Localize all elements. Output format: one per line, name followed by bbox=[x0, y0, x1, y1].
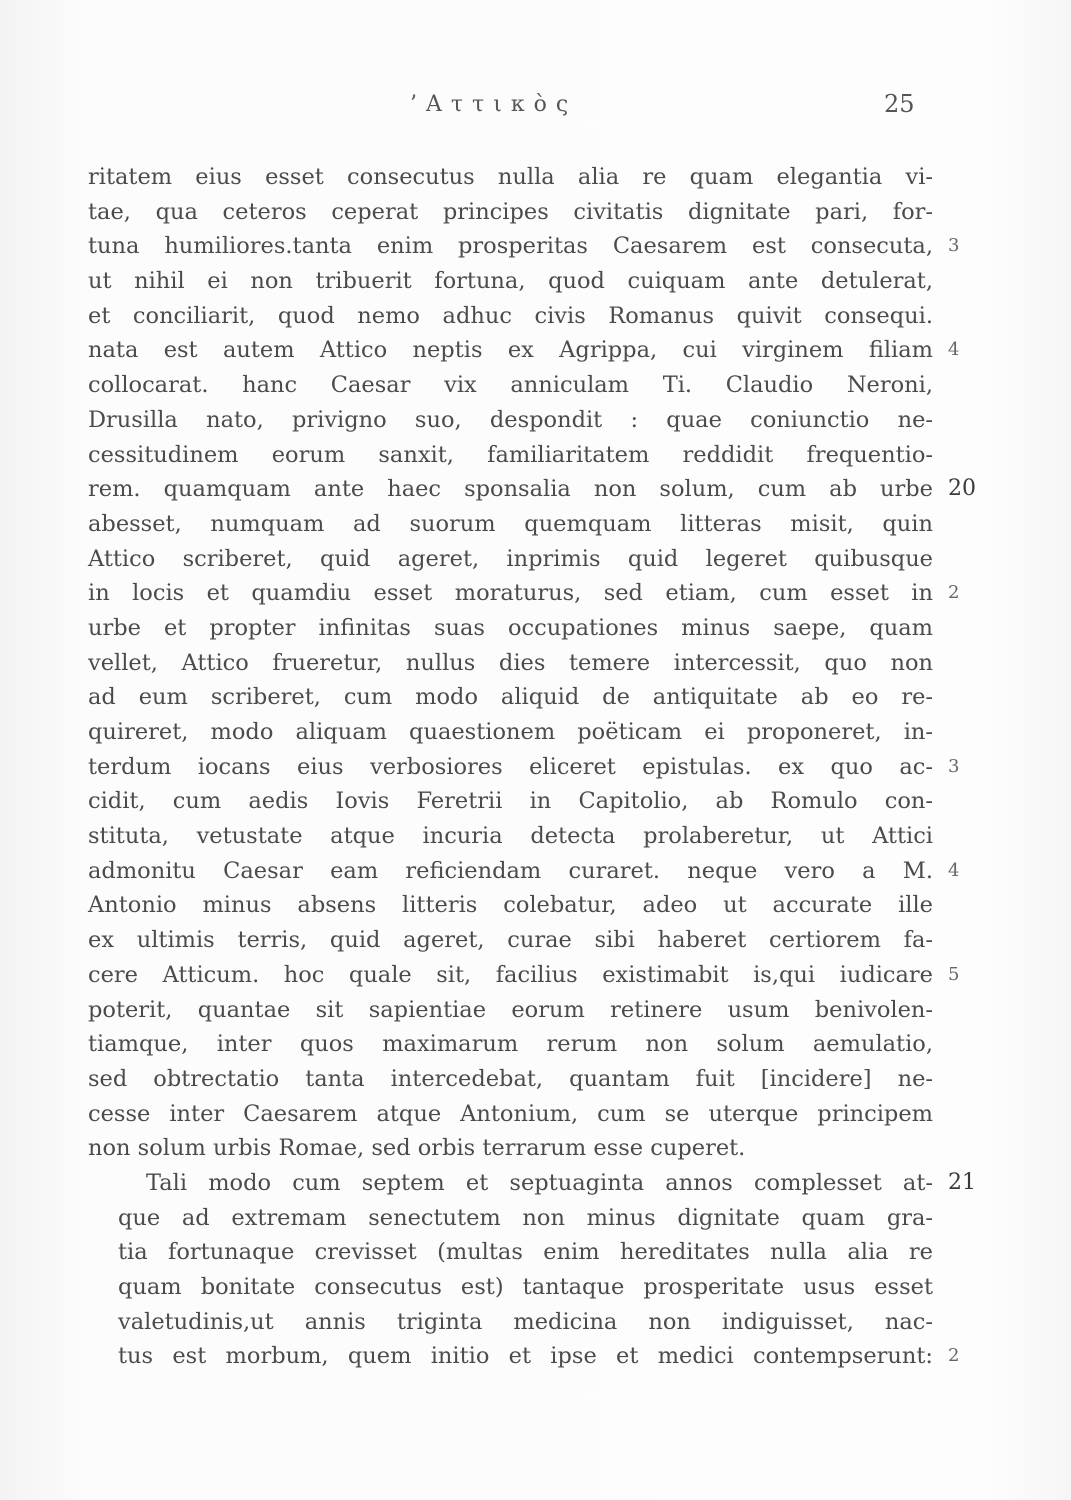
text-line: tia fortunaque crevisset (multas enim hereditates nulla alia re bbox=[118, 1239, 933, 1266]
text-line: terdum iocans eius verbosiores eliceret epistulas. ex quo ac- 3 bbox=[88, 750, 933, 785]
running-head: ’Αττικὸς bbox=[410, 92, 578, 117]
margin-number: 4 bbox=[948, 339, 960, 361]
margin-number: 2 bbox=[948, 582, 960, 604]
text-line: quireret, modo aliquam quaestionem poëticam ei proponeret, in- bbox=[88, 719, 933, 745]
text-line: quam bonitate consecutus est) tantaque prosperitate usus esset bbox=[118, 1274, 933, 1300]
text-line: Drusilla nato, privigno suo, despondit : quae coniunctio ne- bbox=[88, 406, 933, 433]
text-line: tiamque, inter quos maximarum rerum non solum aemulatio, bbox=[88, 1031, 933, 1058]
text-line: urbe et propter infinitas suas occupationes minus saepe, quam bbox=[88, 614, 933, 641]
text-line: nata est autem Attico neptis ex Agrippa, cui virginem filiam 4 bbox=[88, 333, 933, 368]
margin-number: 3 bbox=[948, 755, 960, 777]
margin-number: 2 bbox=[948, 1345, 960, 1367]
text-line: in locis et quamdiu esset moraturus, sed etiam, cum esset in 2 bbox=[88, 576, 933, 611]
text-line: tus est morbum, quem initio et ipse et medici contempserunt: 2 bbox=[88, 1339, 933, 1374]
text-line: valetudinis,ut annis triginta medicina non indiguisset, nac- bbox=[118, 1308, 933, 1335]
body-text bbox=[88, 160, 976, 1374]
text-line: et conciliarit, quod nemo adhuc civis Romanus quivit consequi. bbox=[88, 302, 933, 329]
text-line: non solum urbis Romae, sed orbis terrarum esse cuperet. bbox=[88, 1135, 746, 1162]
text-line: ut nihil ei non tribuerit fortuna, quod cuiquam ante detulerat, bbox=[88, 268, 933, 295]
text-line: cesse inter Caesarem atque Antonium, cum se uterque principem bbox=[88, 1100, 933, 1127]
text-line: cessitudinem eorum sanxit, familiaritatem reddidit frequentio- bbox=[88, 441, 933, 468]
text-line: cere Atticum. hoc quale sit, facilius existimabit is,qui iudicare 5 bbox=[88, 958, 933, 993]
margin-number: 5 bbox=[948, 963, 960, 985]
text-line: ritatem eius esset consecutus nulla alia re quam elegantia vi- bbox=[88, 164, 933, 190]
text-line: cidit, cum aedis Iovis Feretrii in Capitolio, ab Romulo con- bbox=[88, 788, 933, 815]
text-line: Attico scriberet, quid ageret, inprimis quid legeret quibusque bbox=[88, 545, 933, 572]
page-number: 25 bbox=[884, 90, 915, 118]
margin-section-number: 21 bbox=[948, 1169, 976, 1195]
margin-number: 3 bbox=[948, 235, 960, 257]
text-line: ad eum scriberet, cum modo aliquid de antiquitate ab eo re- bbox=[88, 684, 933, 711]
text-line: ex ultimis terris, quid ageret, curae sibi haberet certiorem fa- bbox=[88, 927, 933, 954]
text-line: Antonio minus absens litteris colebatur, adeo ut accurate ille bbox=[88, 892, 933, 919]
text-line: tae, qua ceteros ceperat principes civitatis dignitate pari, for- bbox=[88, 198, 933, 225]
text-line: tuna humiliores.tanta enim prosperitas Caesarem est consecuta, 3 bbox=[88, 229, 933, 264]
margin-section-number: 20 bbox=[948, 476, 976, 502]
text-line: vellet, Attico frueretur, nullus dies temere intercessit, quo non bbox=[88, 649, 933, 676]
paragraph-start-line: Tali modo cum septem et septuaginta annos complesset at- 21 bbox=[88, 1166, 933, 1201]
text-line: admonitu Caesar eam reficiendam curaret. neque vero a M. 4 bbox=[88, 854, 933, 889]
text-line: stituta, vetustate atque incuria detecta prolaberetur, ut Attici bbox=[88, 823, 933, 850]
text-line: rem. quamquam ante haec sponsalia non solum, cum ab urbe 20 bbox=[88, 472, 933, 507]
text-line: que ad extremam senectutem non minus dignitate quam gra- bbox=[118, 1204, 933, 1231]
text-line: poterit, quantae sit sapientiae eorum retinere usum benivolen- bbox=[88, 996, 933, 1023]
text-line: sed obtrectatio tanta intercedebat, quantam fuit [incidere] ne- bbox=[88, 1065, 933, 1092]
margin-number: 4 bbox=[948, 859, 960, 881]
text-line: collocarat. hanc Caesar vix anniculam Ti. Claudio Neroni, bbox=[88, 372, 933, 399]
text-line: abesset, numquam ad suorum quemquam litteras misit, quin bbox=[88, 510, 933, 537]
